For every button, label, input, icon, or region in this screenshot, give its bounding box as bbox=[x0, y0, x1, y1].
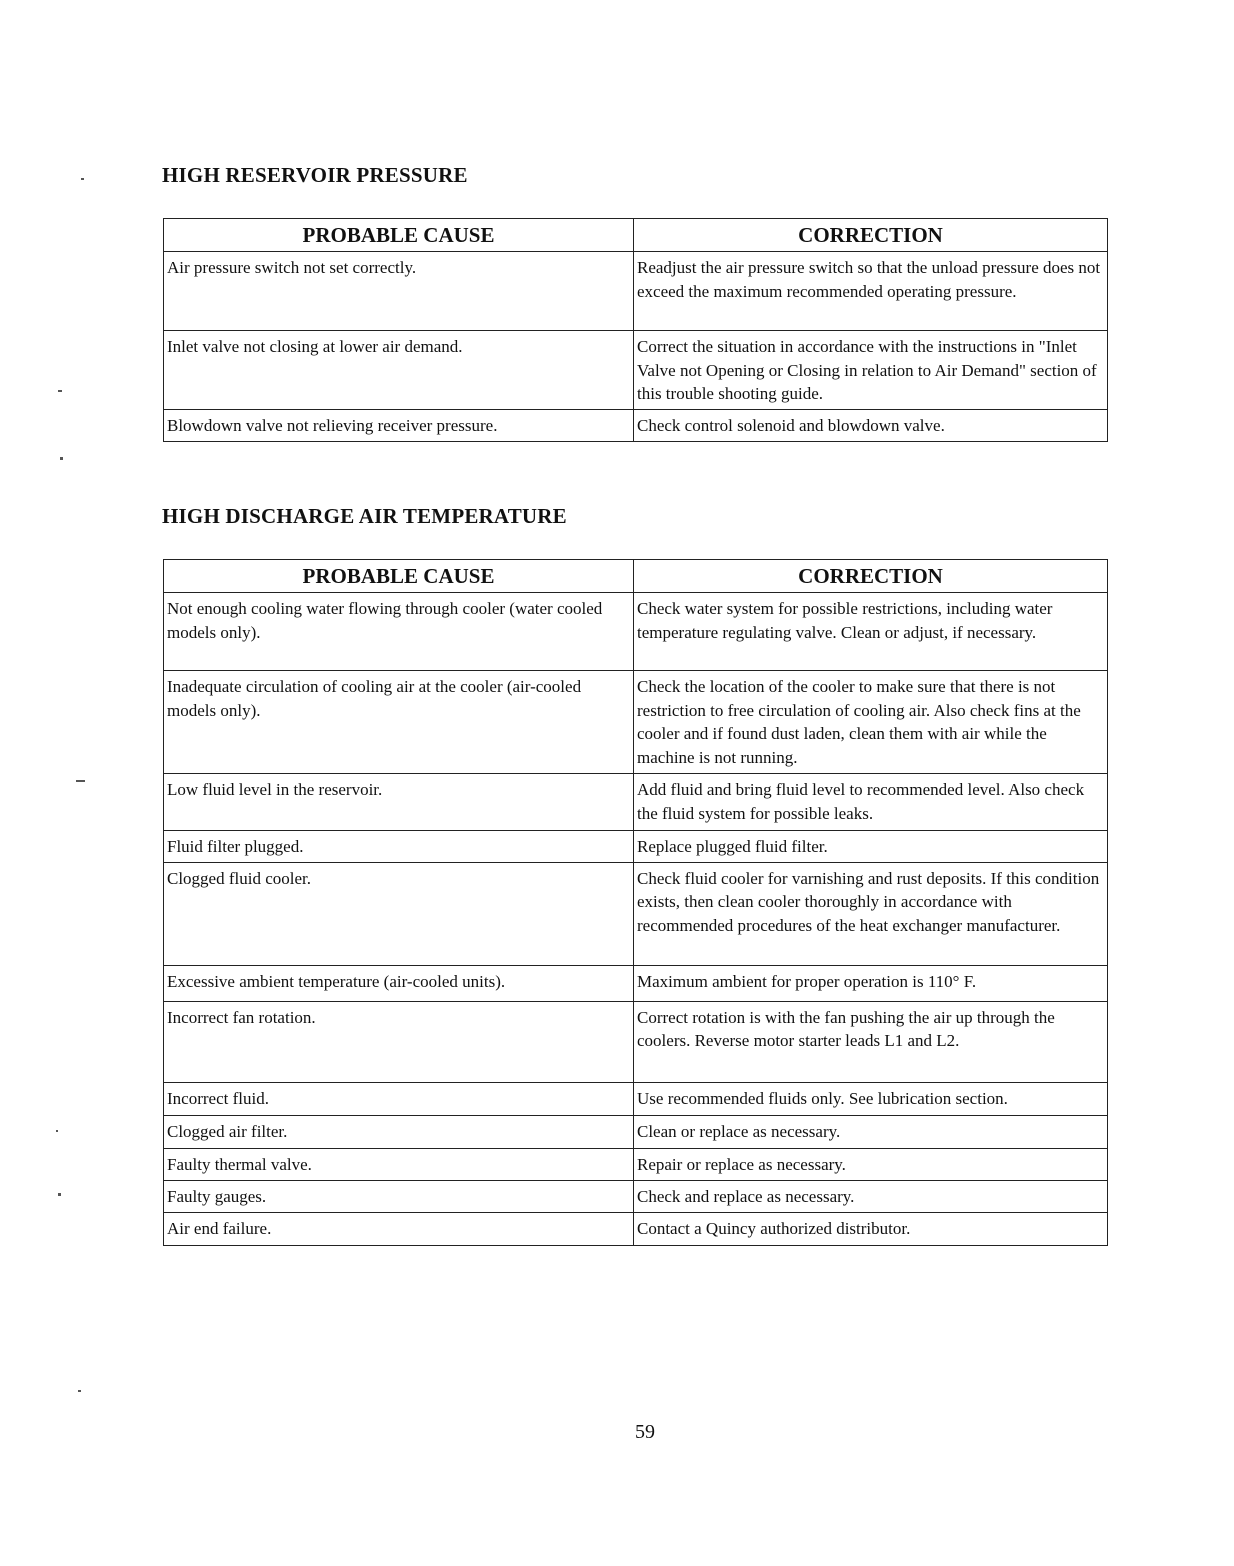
correction-cell: Maximum ambient for proper operation is 110° F. bbox=[634, 965, 1108, 1001]
table-row bbox=[164, 862, 1108, 965]
margin-mark bbox=[78, 1390, 81, 1392]
cause-cell: Blowdown valve not relieving receiver pressure. bbox=[164, 410, 634, 442]
correction-cell: Check fluid cooler for varnishing and rust deposits. If this condition exists, then clean cooler thoroughly in accordance with recommended procedures of the heat exchanger manufacturer. bbox=[634, 862, 1108, 965]
correction-cell: Correct the situation in accordance with the instructions in "Inlet Valve not Opening or Closing in relation to Air Demand" section of this trouble shooting guide. bbox=[634, 331, 1108, 410]
table-row bbox=[164, 252, 1108, 331]
margin-mark bbox=[56, 1130, 58, 1132]
correction-cell: Check control solenoid and blowdown valve. bbox=[634, 410, 1108, 442]
table-row bbox=[164, 671, 1108, 774]
table-row bbox=[164, 1148, 1108, 1180]
header-probable-cause: PROBABLE CAUSE bbox=[164, 560, 634, 593]
table-row bbox=[164, 965, 1108, 1001]
troubleshooting-table-discharge-temperature bbox=[163, 559, 1108, 1246]
header-correction: CORRECTION bbox=[634, 560, 1108, 593]
table-header-row bbox=[164, 219, 1108, 252]
cause-cell: Air end failure. bbox=[164, 1212, 634, 1245]
correction-cell: Correct rotation is with the fan pushing the air up through the coolers. Reverse motor starter leads L1 and L2. bbox=[634, 1001, 1108, 1082]
cause-cell: Incorrect fan rotation. bbox=[164, 1001, 634, 1082]
cause-cell: Clogged fluid cooler. bbox=[164, 862, 634, 965]
correction-cell: Clean or replace as necessary. bbox=[634, 1115, 1108, 1148]
table-row bbox=[164, 1082, 1108, 1115]
cause-cell: Low fluid level in the reservoir. bbox=[164, 774, 634, 831]
section-title-high-discharge-air-temperature: HIGH DISCHARGE AIR TEMPERATURE bbox=[162, 504, 567, 528]
table-header-row bbox=[164, 560, 1108, 593]
troubleshooting-table-reservoir-pressure bbox=[163, 218, 1108, 442]
cause-cell: Not enough cooling water flowing through cooler (water cooled models only). bbox=[164, 593, 634, 671]
cause-cell: Clogged air filter. bbox=[164, 1115, 634, 1148]
cause-cell: Faulty gauges. bbox=[164, 1180, 634, 1212]
section-title-high-reservoir-pressure: HIGH RESERVOIR PRESSURE bbox=[162, 163, 468, 187]
correction-cell: Add fluid and bring fluid level to recommended level. Also check the fluid system for possible leaks. bbox=[634, 774, 1108, 831]
table-row bbox=[164, 774, 1108, 831]
table-row bbox=[164, 331, 1108, 410]
correction-cell: Readjust the air pressure switch so that the unload pressure does not exceed the maximum recommended operating pressure. bbox=[634, 252, 1108, 331]
correction-cell: Repair or replace as necessary. bbox=[634, 1148, 1108, 1180]
correction-cell: Check water system for possible restrictions, including water temperature regulating valve. Clean or adjust, if necessary. bbox=[634, 593, 1108, 671]
table-row bbox=[164, 831, 1108, 863]
cause-cell: Air pressure switch not set correctly. bbox=[164, 252, 634, 331]
table-row bbox=[164, 1180, 1108, 1212]
header-probable-cause: PROBABLE CAUSE bbox=[164, 219, 634, 252]
page-number: 59 bbox=[635, 1421, 655, 1443]
correction-cell: Check and replace as necessary. bbox=[634, 1180, 1108, 1212]
cause-cell: Inlet valve not closing at lower air demand. bbox=[164, 331, 634, 410]
margin-mark bbox=[76, 780, 85, 782]
margin-mark bbox=[58, 390, 62, 392]
table-row bbox=[164, 410, 1108, 442]
cause-cell: Excessive ambient temperature (air-cooled units). bbox=[164, 965, 634, 1001]
margin-mark bbox=[58, 1193, 61, 1196]
correction-cell: Contact a Quincy authorized distributor. bbox=[634, 1212, 1108, 1245]
table-row bbox=[164, 1115, 1108, 1148]
cause-cell: Inadequate circulation of cooling air at the cooler (air-cooled models only). bbox=[164, 671, 634, 774]
cause-cell: Faulty thermal valve. bbox=[164, 1148, 634, 1180]
correction-cell: Use recommended fluids only. See lubrication section. bbox=[634, 1082, 1108, 1115]
header-correction: CORRECTION bbox=[634, 219, 1108, 252]
margin-mark bbox=[81, 178, 84, 180]
correction-cell: Check the location of the cooler to make sure that there is not restriction to free circulation of cooling air. Also check fins at the cooler and if found dust laden, clean them with air while the machine is not running. bbox=[634, 671, 1108, 774]
table-row bbox=[164, 1212, 1108, 1245]
cause-cell: Incorrect fluid. bbox=[164, 1082, 634, 1115]
table-row bbox=[164, 1001, 1108, 1082]
margin-mark bbox=[60, 457, 63, 460]
correction-cell: Replace plugged fluid filter. bbox=[634, 831, 1108, 863]
table-row bbox=[164, 593, 1108, 671]
cause-cell: Fluid filter plugged. bbox=[164, 831, 634, 863]
